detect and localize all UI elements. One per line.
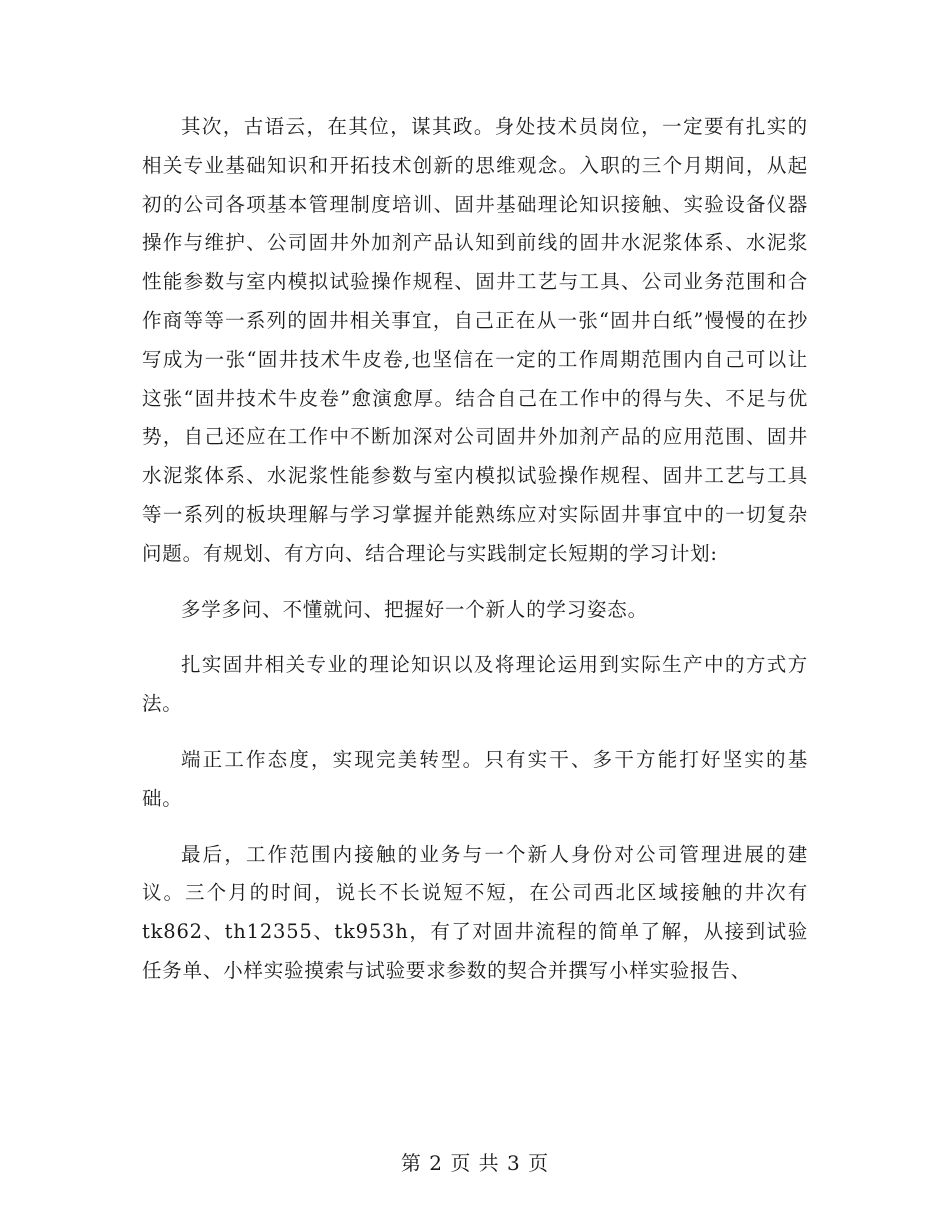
paragraph-suggestions: 最后，工作范围内接触的业务与一个新人身份对公司管理进展的建议。三个月的时间，说长不长说短不短，在公司西北区域接触的井次有 tk862、th12355、tk953h，有了对固井流程的简单了解，从接到试验任务单、小样实验摸索与试验要求参数的契合并撰写小样实验报告、	[142, 842, 808, 982]
page-footer	[0, 1149, 950, 1177]
paragraph-plan-item-1: 多学多问、不懂就问、把握好一个新人的学习姿态。	[181, 597, 648, 621]
document-body	[142, 108, 808, 991]
paragraph-plan-item-2: 扎实固井相关专业的理论知识以及将理论运用到实际生产中的方式方法。	[142, 653, 808, 716]
paragraph-goals: 其次，古语云，在其位，谋其政。身处技术员岗位，一定要有扎实的相关专业基础知识和开拓技术创新的思维观念。入职的三个月期间，从起初的公司各项基本管理制度培训、固井基础理论知识接触、实验设备仪器操作与维护、公司固井外加剂产品认知到前线的固井水泥浆体系、水泥浆性能参数与室内模拟试验操作规程、固井工艺与工具、公司业务范围和合作商等等一系列的固井相关事宜，自己正在从一张“固井白纸”慢慢的在抄写成为一张“固井技术牛皮卷,也坚信在一定的工作周期范围内自己可以让这张“固井技术牛皮卷”愈演愈厚。结合自己在工作中的得与失、不足与优势，自己还应在工作中不断加深对公司固井外加剂产品的应用范围、固井水泥浆体系、水泥浆性能参数与室内模拟试验操作规程、固井工艺与工具等一系列的板块理解与学习掌握并能熟练应对实际固井事宜中的一切复杂问题。有规划、有方向、结合理论与实践制定长短期的学习计划:	[142, 115, 808, 565]
paragraph-plan-item-3: 端正工作态度，实现完美转型。只有实干、多干方能打好坚实的基础。	[142, 747, 808, 810]
page-number: 第 2 页 共 3 页	[400, 1151, 550, 1175]
